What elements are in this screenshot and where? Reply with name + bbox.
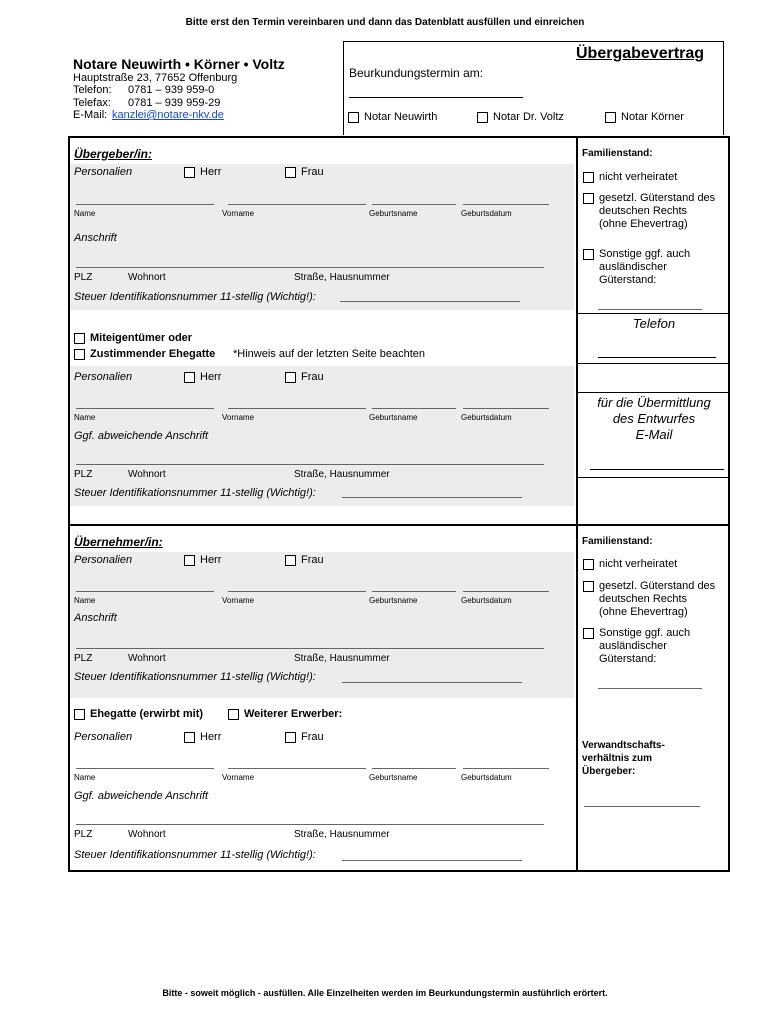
firm-address: Hauptstraße 23, 77652 Offenburg [73,72,238,84]
herr-checkbox-2[interactable] [184,372,195,383]
sonstige-label-3: Güterstand: [599,274,657,286]
frau-label-4: Frau [301,731,324,743]
frau-checkbox-3[interactable] [285,555,296,566]
email-side-label: E-Mail [635,427,673,442]
nicht-verheiratet-label-2: nicht verheiratet [599,558,678,570]
frau-label-3: Frau [301,554,324,566]
strasse-label-3: Straße, Hausnummer [294,653,390,664]
steuer-field[interactable] [340,301,520,302]
anschrift-label: Anschrift [74,232,117,244]
steuer-label-2: Steuer Identifikationsnummer 11-stellig (Wichtig!): [74,487,316,499]
name-label-3: Name [74,596,96,605]
steuer-field-2[interactable] [342,497,522,498]
email-label: E-Mail: [73,109,108,121]
guterstand-label-3: (ohne Ehevertrag) [599,218,688,230]
vorname-field-4[interactable] [228,768,366,769]
wohnort-label-3: Wohnort [128,653,166,664]
name-field[interactable] [76,204,214,205]
herr-label: Herr [200,166,222,178]
geburtsname-field-3[interactable] [372,591,456,592]
telefon-label: Telefon [632,316,676,331]
name-field-2[interactable] [76,408,214,409]
appointment-label: Beurkundungstermin am: [349,66,484,80]
geburtsname-label: Geburtsname [369,209,418,218]
geburtsdatum-field-2[interactable] [463,408,549,409]
ehegatte-label: Zustimmender Ehegatte [90,348,216,360]
steuer-label-3: Steuer Identifikationsnummer 11-stellig (Wichtig!): [74,671,316,683]
herr-checkbox-4[interactable] [184,732,195,743]
phone-value: 0781 – 939 959-0 [128,84,215,96]
wohnort-label-2: Wohnort [128,469,166,480]
ehegatte-checkbox[interactable] [74,349,85,360]
plz-label: PLZ [74,272,93,283]
frau-checkbox-4[interactable] [285,732,296,743]
strasse-label-2: Straße, Hausnummer [294,469,390,480]
notar-neuwirth-checkbox[interactable] [348,112,359,123]
guterstand-label-2-1: gesetzl. Güterstand des [599,580,716,592]
column-divider [576,136,578,872]
personalien-label-3: Personalien [74,554,133,566]
geburtsname-field[interactable] [372,204,456,205]
uebernehmer-title: Übernehmer/in: [74,535,163,549]
uebergeber-title: Übergeber/in: [74,147,153,161]
frau-checkbox[interactable] [285,167,296,178]
personalien-label-2: Personalien [74,371,133,383]
sonstige-field-2[interactable] [598,688,702,689]
anschrift-label-3: Anschrift [74,612,117,624]
doc-title: Übergabevertrag [576,45,705,62]
guterstand-label-2: deutschen Rechts [599,205,688,217]
familienstand-label: Familienstand: [582,148,653,159]
geburtsdatum-field-4[interactable] [463,768,549,769]
vorname-label-4: Vorname [222,773,255,782]
geburtsdatum-field[interactable] [463,204,549,205]
uebermittlung-label-1: für die Übermittlung [597,395,711,410]
name-label-4: Name [74,773,96,782]
notar-koerner-label: Notar Körner [621,111,684,123]
verwandt-label-1: Verwandtschafts- [582,740,665,751]
guterstand-checkbox-2[interactable] [583,581,594,592]
personalien-label: Personalien [74,166,133,178]
geburtsname-field-2[interactable] [372,408,456,409]
wohnort-label: Wohnort [128,272,166,283]
name-label: Name [74,209,96,218]
plz-label-2: PLZ [74,469,93,480]
sonstige-label-2: ausländischer [599,261,667,273]
sonstige-label-2-2: ausländischer [599,640,667,652]
phone-label: Telefon: [73,84,112,96]
notar-voltz-checkbox[interactable] [477,112,488,123]
plz-label-3: PLZ [74,653,93,664]
verwandt-label-3: Übergeber: [582,766,636,777]
firm-name: Notare Neuwirth • Körner • Voltz [73,56,285,72]
fax-value: 0781 – 939 959-29 [128,97,221,109]
frau-label-2: Frau [301,371,324,383]
anschrift-field[interactable] [76,267,544,268]
abw-anschrift-label-4: Ggf. abweichende Anschrift [74,790,209,802]
geburtsname-label-4: Geburtsname [369,773,418,782]
steuer-label: Steuer Identifikationsnummer 11-stellig (Wichtig!): [74,291,316,303]
abw-anschrift-field-4[interactable] [76,824,544,825]
top-notice: Bitte erst den Termin vereinbaren und dann das Datenblatt ausfüllen und einreichen [185,17,585,28]
notar-koerner-checkbox[interactable] [605,112,616,123]
herr-checkbox[interactable] [184,167,195,178]
anschrift-field-3[interactable] [76,648,544,649]
telefon-field[interactable] [598,357,716,358]
herr-label-4: Herr [200,731,222,743]
notar-voltz-label: Notar Dr. Voltz [493,111,564,123]
vorname-label-2: Vorname [222,413,255,422]
sonstige-checkbox-2[interactable] [583,628,594,639]
uebermittlung-label-2: des Entwurfes [612,411,696,426]
guterstand-label-2-2: deutschen Rechts [599,593,688,605]
verwandt-field[interactable] [584,806,700,807]
geburtsname-field-4[interactable] [372,768,456,769]
notar-neuwirth-label: Notar Neuwirth [364,111,438,123]
strasse-label: Straße, Hausnummer [294,272,390,283]
nicht-verheiratet-label: nicht verheiratet [599,171,678,183]
nicht-verheiratet-checkbox-2[interactable] [583,559,594,570]
abw-anschrift-field[interactable] [76,464,544,465]
nicht-verheiratet-checkbox[interactable] [583,172,594,183]
appointment-field[interactable] [349,97,523,98]
name-field-3[interactable] [76,591,214,592]
vorname-label-3: Vorname [222,596,255,605]
name-field-4[interactable] [76,768,214,769]
vorname-field[interactable] [228,204,366,205]
geburtsdatum-label-4: Geburtsdatum [461,773,512,782]
herr-label-3: Herr [200,554,222,566]
fax-label: Telefax: [73,97,111,109]
geburtsdatum-field-3[interactable] [463,591,549,592]
sonstige-checkbox[interactable] [583,249,594,260]
uebergeber-shade [70,164,574,310]
footer-note: Bitte - soweit möglich - ausfüllen. Alle Einzelheiten werden im Beurkundungstermin ausführlich erörtert. [162,988,608,998]
ehegatte-erwirbt-label: Ehegatte (erwirbt mit) [90,708,204,720]
geburtsdatum-label-3: Geburtsdatum [461,596,512,605]
vorname-field-3[interactable] [228,591,366,592]
geburtsname-label-2: Geburtsname [369,413,418,422]
familienstand-label-2: Familienstand: [582,536,653,547]
sonstige-label-1: Sonstige ggf. auch [599,248,691,260]
sonstige-field[interactable] [598,309,702,310]
sonstige-label-2-1: Sonstige ggf. auch [599,627,691,639]
sonstige-label-2-3: Güterstand: [599,653,657,665]
steuer-field-3[interactable] [342,682,522,683]
abw-anschrift-label: Ggf. abweichende Anschrift [74,430,209,442]
frau-label: Frau [301,166,324,178]
email-side-field[interactable] [590,469,724,470]
vorname-field-2[interactable] [228,408,366,409]
strasse-label-4: Straße, Hausnummer [294,829,390,840]
steuer-field-4[interactable] [342,860,522,861]
personalien-label-4: Personalien [74,731,133,743]
wohnort-label-4: Wohnort [128,829,166,840]
geburtsdatum-label: Geburtsdatum [461,209,512,218]
email-link[interactable]: kanzlei@notare-nkv.de [112,109,224,121]
weiterer-erwerber-label: Weiterer Erwerber: [244,708,343,720]
steuer-label-4: Steuer Identifikationsnummer 11-stellig (Wichtig!): [74,849,316,861]
vorname-label: Vorname [222,209,255,218]
miteigentuemer-checkbox[interactable] [74,333,85,344]
geburtsdatum-label-2: Geburtsdatum [461,413,512,422]
weiterer-erwerber-checkbox[interactable] [228,709,239,720]
herr-checkbox-3[interactable] [184,555,195,566]
frau-checkbox-2[interactable] [285,372,296,383]
guterstand-label-2-3: (ohne Ehevertrag) [599,606,688,618]
guterstand-label-1: gesetzl. Güterstand des [599,192,716,204]
section-divider [68,524,730,526]
geburtsname-label-3: Geburtsname [369,596,418,605]
hint-text: *Hinweis auf der letzten Seite beachten [233,348,426,360]
miteigentuemer-label: Miteigentümer oder [90,332,193,344]
name-label-2: Name [74,413,96,422]
herr-label-2: Herr [200,371,222,383]
ehegatte-erwirbt-checkbox[interactable] [74,709,85,720]
verwandt-label-2: verhältnis zum [582,753,653,764]
plz-label-4: PLZ [74,829,93,840]
guterstand-checkbox[interactable] [583,193,594,204]
